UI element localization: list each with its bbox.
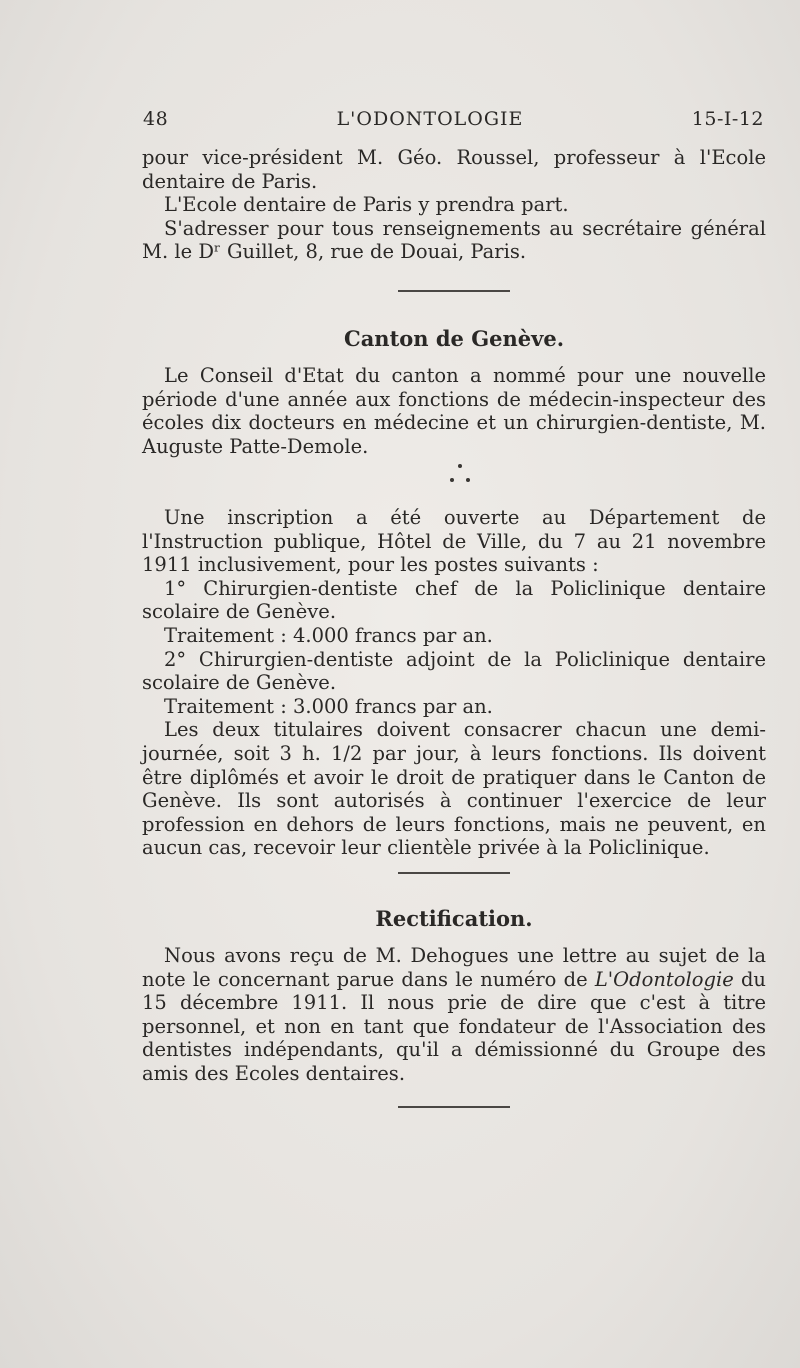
canton-geneve-paragraph [142, 364, 766, 458]
paragraph: Le Conseil d'Etat du canton a nommé pour une nouvelle période d'une année aux fonctions de médecin-inspecteur des écoles dix docteurs en médecine et un chirurgien-dentiste, M. Auguste Patte-Demole. [142, 364, 766, 458]
paragraph: L'Ecole dentaire de Paris y prendra part. [164, 193, 569, 217]
section-divider [398, 1106, 510, 1108]
page-number: 48 [143, 108, 169, 130]
journal-name: L'Odontologie [594, 967, 734, 991]
opening-paragraphs [142, 146, 766, 264]
paragraph: 2° Chirurgien-dentiste adjoint de la Policlinique dentaire scolaire de Genève. [142, 647, 766, 695]
section-heading-rectification: Rectification. [375, 906, 533, 931]
paragraph: S'adresser pour tous renseignements au secrétaire général M. le Dʳ Guillet, 8, rue de Douai, Paris. [142, 216, 766, 264]
text-run: du 15 décembre 1911. Il nous prie de dire que c'est à titre personnel, et non en tant que fondateur de l'Association des dentistes indépendants, qu'il a démissionné du Groupe des amis des Ecoles dentaires. [142, 967, 766, 1085]
asterism-divider [445, 458, 475, 488]
paragraph: Traitement : 3.000 francs par an. [164, 694, 493, 718]
issue-date: 15-I-12 [691, 108, 764, 130]
rectification-paragraph [142, 944, 766, 1086]
text-run: Nous avons reçu de M. Dehogues une lettre au sujet de la note le concernant parue dans le numéro de [142, 944, 766, 991]
inscription-paragraphs [142, 506, 766, 860]
section-heading-canton-geneve: Canton de Genève. [343, 326, 565, 351]
paragraph: 1° Chirurgien-dentiste chef de la Policlinique dentaire scolaire de Genève. [142, 576, 766, 624]
section-divider [398, 290, 510, 292]
paragraph: pour vice-président M. Géo. Roussel, professeur à l'Ecole dentaire de Paris. [142, 146, 766, 193]
paragraph [142, 944, 766, 1086]
paragraph: Traitement : 4.000 francs par an. [164, 623, 493, 647]
section-divider [398, 872, 510, 874]
paragraph: Les deux titulaires doivent consacrer chacun une demi-journée, soit 3 h. 1/2 par jour, à leurs fonctions. Ils doivent être diplômés et avoir le droit de pratiquer dans le Canton de Genève. Ils sont autorisés à continuer l'exercice de leur profession en dehors de leurs fonctions, mais ne peuvent, en aucun cas, recevoir leur clientèle privée à la Policlinique. [142, 718, 766, 860]
paragraph: Une inscription a été ouverte au Département de l'Instruction publique, Hôtel de Ville, du 7 au 21 novembre 1911 inclusivement, pour les postes suivants : [142, 506, 766, 577]
journal-title: L'ODONTOLOGIE [336, 108, 524, 130]
running-header [143, 108, 764, 130]
